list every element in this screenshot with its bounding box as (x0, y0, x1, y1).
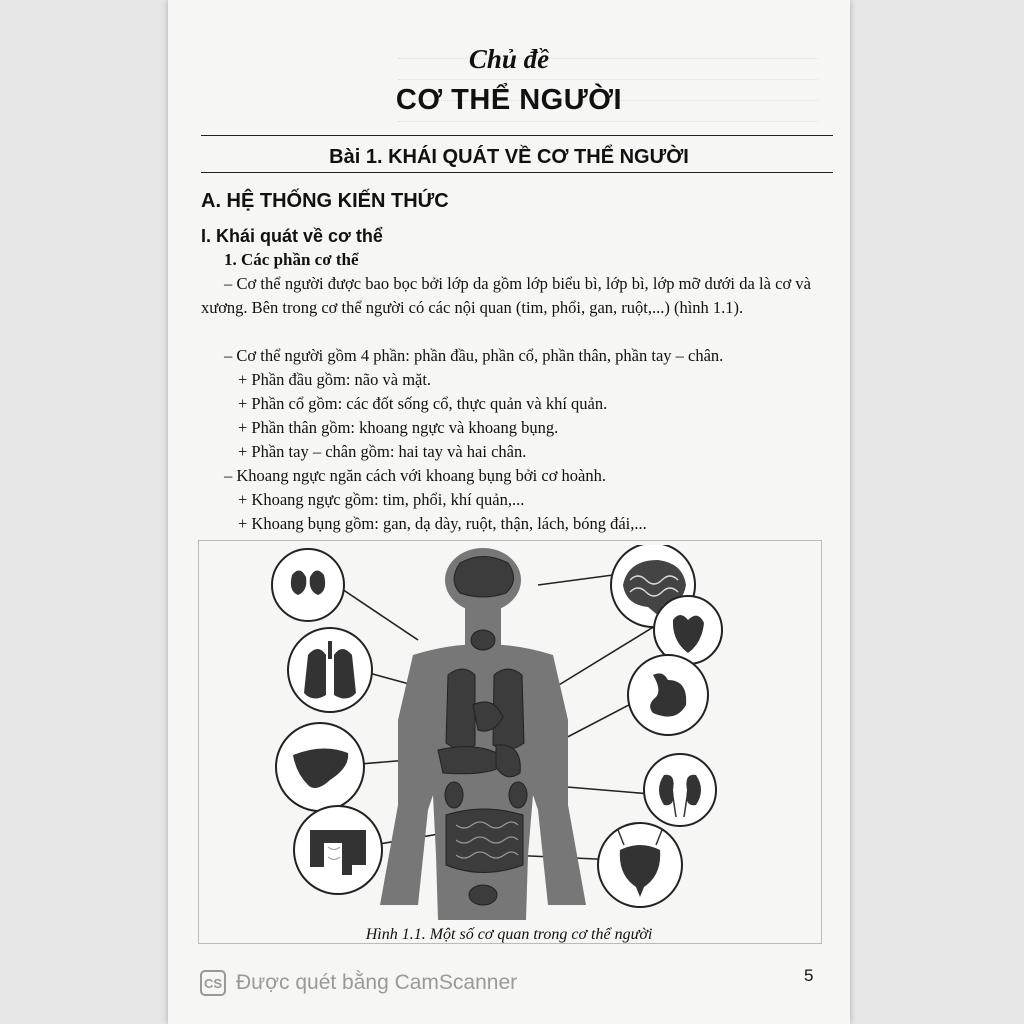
text-line: + Phần cổ gồm: các đốt sống cổ, thực quản và khí quản. (238, 394, 608, 413)
stomach-icon (628, 655, 708, 735)
page-title: CƠ THỂ NGƯỜI (395, 84, 623, 116)
section-a-heading: A. HỆ THỐNG KIẾN THỨC (201, 190, 449, 212)
intestine-icon (294, 806, 382, 894)
book-page (168, 0, 850, 1024)
text-line: – Cơ thể người gồm 4 phần: phần đầu, phần cổ, phần thân, phần tay – chân. (224, 346, 724, 365)
text-line: + Khoang ngực gồm: tim, phổi, khí quản,... (238, 490, 525, 509)
text-line: + Khoang bụng gồm: gan, dạ dày, ruột, thận, lách, bóng đái,... (238, 514, 647, 533)
section-i-heading: I. Khái quát về cơ thể (201, 226, 383, 246)
figure-caption: Hình 1.1. Một số cơ quan trong cơ thể người (365, 926, 653, 943)
bladder-icon (598, 823, 682, 907)
lungs-icon (288, 628, 372, 712)
divider-bottom (201, 172, 833, 173)
divider-top (201, 135, 833, 136)
page-number: 5 (804, 966, 814, 985)
text-line: + Phần tay – chân gồm: hai tay và hai chân. (238, 442, 527, 461)
heart-icon (654, 596, 722, 664)
watermark-text: Được quét bằng CamScanner (236, 971, 518, 994)
lesson-title: Bài 1. KHÁI QUÁT VỀ CƠ THỂ NGƯỜI (329, 146, 689, 168)
paragraph: – Cơ thể người được bao bọc bởi lớp da gồm lớp biểu bì, lớp bì, lớp mỡ dưới da là cơ và xương. Bên trong cơ thể người có các nội quan (tim, phổi, gan, ruột,...) (hình 1.1). (201, 274, 811, 317)
text-line: + Phần thân gồm: khoang ngực và khoang bụng. (238, 418, 559, 437)
camscanner-logo-icon: CS (200, 970, 226, 996)
topic-label: Chủ đề (468, 44, 550, 74)
camscanner-watermark (200, 970, 517, 996)
body-organs-figure (268, 545, 748, 925)
text-line: – Khoang ngực ngăn cách với khoang bụng bởi cơ hoành. (224, 466, 606, 485)
liver-icon (276, 723, 364, 811)
kidneys-icon (644, 754, 716, 826)
subsection-heading: 1. Các phần cơ thể (224, 250, 359, 269)
text-line: + Phần đầu gồm: não và mặt. (238, 370, 432, 389)
thyroid-icon (272, 549, 344, 621)
